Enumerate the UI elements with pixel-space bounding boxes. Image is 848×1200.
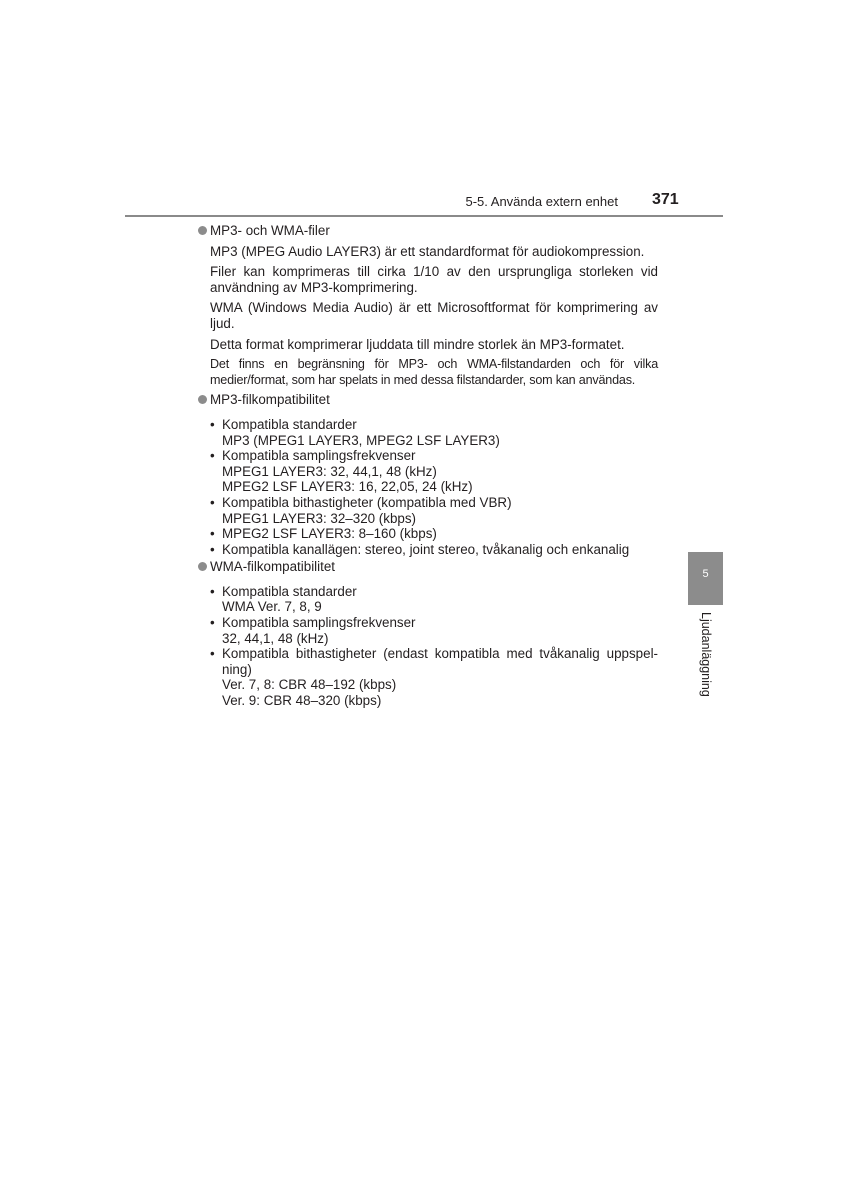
list-item-detail: WMA Ver. 7, 8, 9 bbox=[222, 599, 322, 615]
gray-bullet-icon bbox=[198, 226, 207, 235]
bullet-list bbox=[210, 417, 658, 557]
bullet-icon: • bbox=[210, 448, 215, 464]
list-item bbox=[210, 417, 658, 448]
bullet-icon: • bbox=[210, 583, 215, 599]
section-heading bbox=[198, 223, 658, 239]
bullet-icon: • bbox=[210, 526, 215, 542]
list-item-text: MPEG2 LSF LAYER3: 8–160 (kbps) bbox=[222, 526, 437, 542]
list-item-detail: Ver. 7, 8: CBR 48–192 (kbps) bbox=[222, 677, 397, 693]
paragraph: Filer kan komprimeras till cirka 1/10 av den ursprungliga storleken vid användning av MP3-komprimering. bbox=[210, 264, 658, 295]
list-item-text: Kompatibla standarder bbox=[222, 583, 357, 599]
list-item-detail: MPEG2 LSF LAYER3: 16, 22,05, 24 (kHz) bbox=[222, 479, 473, 495]
bullet-icon: • bbox=[210, 646, 215, 662]
header-divider bbox=[125, 215, 723, 217]
section-heading bbox=[198, 392, 658, 408]
gray-bullet-icon bbox=[198, 395, 207, 404]
list-item bbox=[210, 542, 658, 558]
page-content bbox=[198, 223, 658, 711]
section-heading-text: WMA-filkompatibilitet bbox=[210, 559, 336, 575]
list-item bbox=[210, 495, 658, 526]
list-item-detail: Ver. 9: CBR 48–320 (kbps) bbox=[222, 693, 382, 709]
list-item-text: Kompatibla samplingsfrekvenser bbox=[222, 615, 416, 631]
list-item-text: Kompatibla bithastigheter (endast kompatibla med tvåkanalig uppspel-ning) bbox=[222, 646, 658, 677]
page-number: 371 bbox=[652, 191, 679, 208]
paragraph: WMA (Windows Media Audio) är ett Microsoftformat för komprimering av ljud. bbox=[210, 300, 658, 331]
paragraph: MP3 (MPEG Audio LAYER3) är ett standardformat för audiokompression. bbox=[210, 243, 645, 259]
gray-bullet-icon bbox=[198, 562, 207, 571]
paragraph: Detta format komprimerar ljuddata till mindre storlek än MP3-formatet. bbox=[210, 336, 625, 352]
list-item bbox=[210, 615, 658, 646]
list-item-text: Kompatibla kanallägen: stereo, joint stereo, tvåkanalig och enkanalig bbox=[222, 541, 630, 557]
list-item-detail: MPEG1 LAYER3: 32–320 (kbps) bbox=[222, 510, 417, 526]
bullet-icon: • bbox=[210, 416, 215, 432]
bullet-list bbox=[210, 584, 658, 709]
list-item bbox=[210, 526, 658, 542]
bullet-icon: • bbox=[210, 494, 215, 510]
list-item-text: Kompatibla bithastigheter (kompatibla med VBR) bbox=[222, 494, 512, 510]
section-heading bbox=[198, 559, 658, 575]
section-header: 5-5. Använda extern enhet bbox=[465, 194, 618, 209]
list-item-text: Kompatibla samplingsfrekvenser bbox=[222, 448, 416, 464]
list-item bbox=[210, 584, 658, 615]
chapter-tab: 5 bbox=[688, 552, 723, 605]
bullet-icon: • bbox=[210, 615, 215, 631]
paragraph: Det finns en begränsning för MP3- och WMA-filstandarden och för vilka medier/format, som har spelats in med dessa filstandarder, som kan användas. bbox=[210, 357, 658, 387]
section-heading-text: MP3- och WMA-filer bbox=[210, 223, 330, 238]
section-heading-text: MP3-filkompatibilitet bbox=[210, 392, 330, 408]
chapter-title: Ljudanläggning bbox=[699, 612, 713, 697]
bullet-icon: • bbox=[210, 541, 215, 557]
list-item bbox=[210, 646, 658, 708]
list-item-text: Kompatibla standarder bbox=[222, 416, 357, 432]
list-item-detail: 32, 44,1, 48 (kHz) bbox=[222, 630, 329, 646]
list-item-detail: MPEG1 LAYER3: 32, 44,1, 48 (kHz) bbox=[222, 463, 437, 479]
list-item-detail: MP3 (MPEG1 LAYER3, MPEG2 LSF LAYER3) bbox=[222, 432, 500, 448]
list-item bbox=[210, 448, 658, 495]
